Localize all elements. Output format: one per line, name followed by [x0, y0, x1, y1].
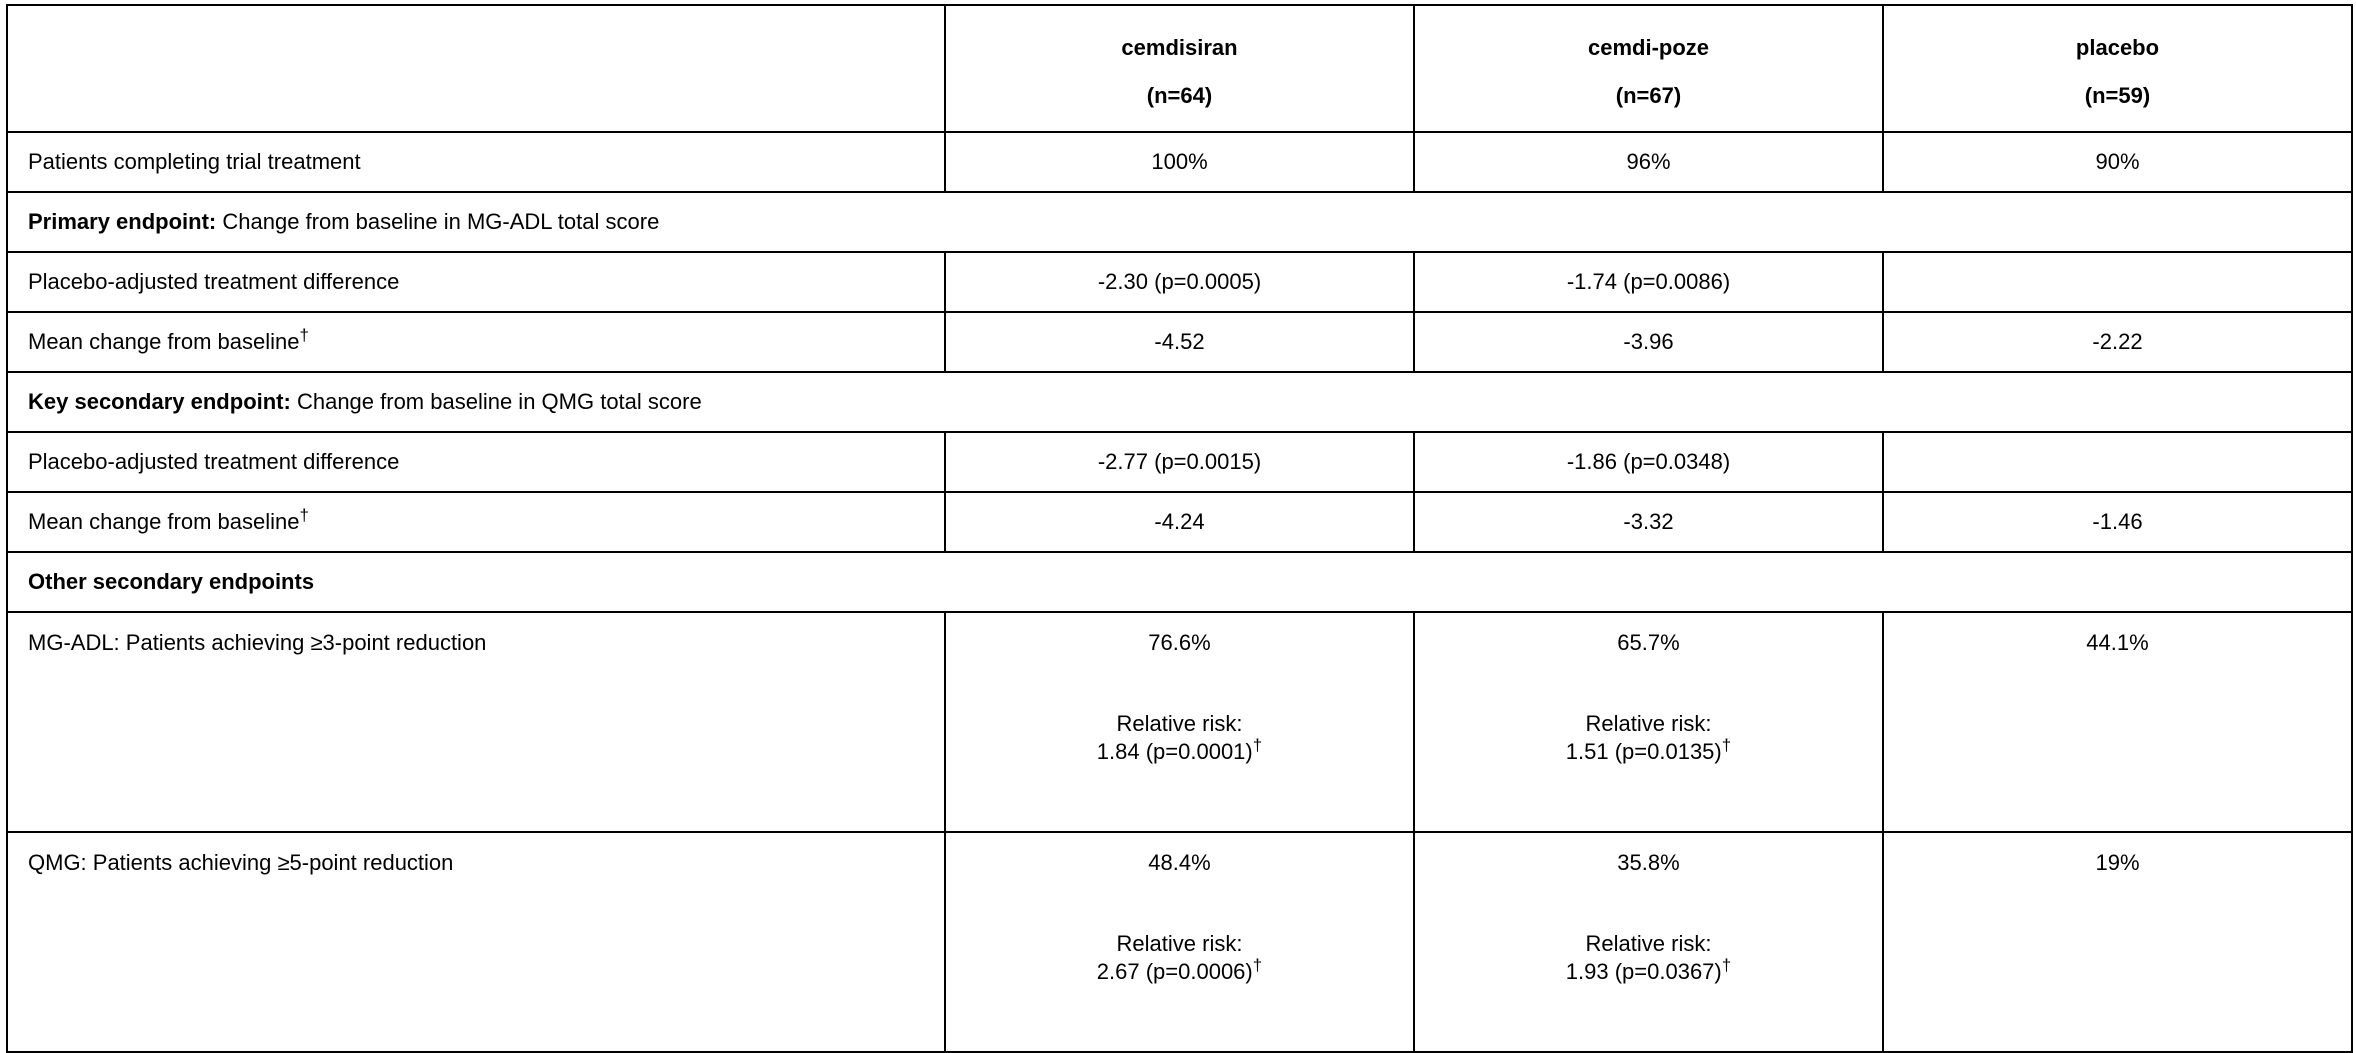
row-label: Mean change from baseline†	[7, 492, 945, 552]
cell-value: 48.4% Relative risk: 2.67 (p=0.0006)†	[945, 832, 1414, 1052]
row-label: Patients completing trial treatment	[7, 132, 945, 192]
table-row	[7, 832, 2352, 1052]
cell-value: -2.22	[1883, 312, 2352, 372]
section-heading-other: Other secondary endpoints	[7, 552, 2352, 612]
row-label: Placebo-adjusted treatment difference	[7, 432, 945, 492]
dagger-footnote-mark: †	[1721, 735, 1732, 755]
cell-value: -1.86 (p=0.0348)	[1414, 432, 1883, 492]
row-label: Mean change from baseline†	[7, 312, 945, 372]
cell-value: -4.52	[945, 312, 1414, 372]
table-row	[7, 432, 2352, 492]
relative-risk-value: 1.93 (p=0.0367)	[1565, 959, 1722, 985]
table-row	[7, 492, 2352, 552]
cell-value: 90%	[1883, 132, 2352, 192]
dagger-footnote-mark: †	[1252, 735, 1263, 755]
relative-risk-value: 1.51 (p=0.0135)	[1565, 739, 1722, 765]
relative-risk-value: 2.67 (p=0.0006)	[1096, 959, 1253, 985]
section-row	[7, 552, 2352, 612]
cell-value: 100%	[945, 132, 1414, 192]
cell-value: -3.96	[1414, 312, 1883, 372]
header-cemdi-poze: cemdi-poze (n=67)	[1414, 5, 1883, 132]
relative-risk-label: Relative risk:	[1116, 710, 1243, 736]
dagger-footnote-mark: †	[299, 505, 309, 525]
cell-value	[1883, 432, 2352, 492]
section-row	[7, 192, 2352, 252]
section-heading-key-secondary: Key secondary endpoint: Change from baseline in QMG total score	[7, 372, 2352, 432]
table-row	[7, 312, 2352, 372]
header-cemdisiran: cemdisiran (n=64)	[945, 5, 1414, 132]
row-label: QMG: Patients achieving ≥5-point reduction	[7, 832, 945, 1052]
results-table	[6, 4, 2353, 1053]
relative-risk-label: Relative risk:	[1585, 930, 1712, 956]
relative-risk-value: 1.84 (p=0.0001)	[1096, 739, 1253, 765]
header-blank-cell	[7, 5, 945, 132]
table-row	[7, 252, 2352, 312]
cell-value: 19%	[1883, 832, 2352, 1052]
cell-value: -3.32	[1414, 492, 1883, 552]
dagger-footnote-mark: †	[1721, 955, 1732, 975]
cell-value: -1.46	[1883, 492, 2352, 552]
header-placebo: placebo (n=59)	[1883, 5, 2352, 132]
cell-value: 65.7% Relative risk: 1.51 (p=0.0135)†	[1414, 612, 1883, 832]
table-row	[7, 612, 2352, 832]
cell-value: -2.30 (p=0.0005)	[945, 252, 1414, 312]
cell-value	[1883, 252, 2352, 312]
cell-value: 76.6% Relative risk: 1.84 (p=0.0001)†	[945, 612, 1414, 832]
header-row	[7, 5, 2352, 132]
row-label: Placebo-adjusted treatment difference	[7, 252, 945, 312]
section-heading-primary: Primary endpoint: Change from baseline in MG-ADL total score	[7, 192, 2352, 252]
relative-risk-label: Relative risk:	[1116, 930, 1243, 956]
table-row	[7, 132, 2352, 192]
section-row	[7, 372, 2352, 432]
cell-value: -1.74 (p=0.0086)	[1414, 252, 1883, 312]
cell-value: 96%	[1414, 132, 1883, 192]
dagger-footnote-mark: †	[299, 325, 309, 345]
cell-value: -2.77 (p=0.0015)	[945, 432, 1414, 492]
dagger-footnote-mark: †	[1252, 955, 1263, 975]
cell-value: 44.1%	[1883, 612, 2352, 832]
row-label: MG-ADL: Patients achieving ≥3-point reduction	[7, 612, 945, 832]
cell-value: 35.8% Relative risk: 1.93 (p=0.0367)†	[1414, 832, 1883, 1052]
relative-risk-label: Relative risk:	[1585, 710, 1712, 736]
cell-value: -4.24	[945, 492, 1414, 552]
